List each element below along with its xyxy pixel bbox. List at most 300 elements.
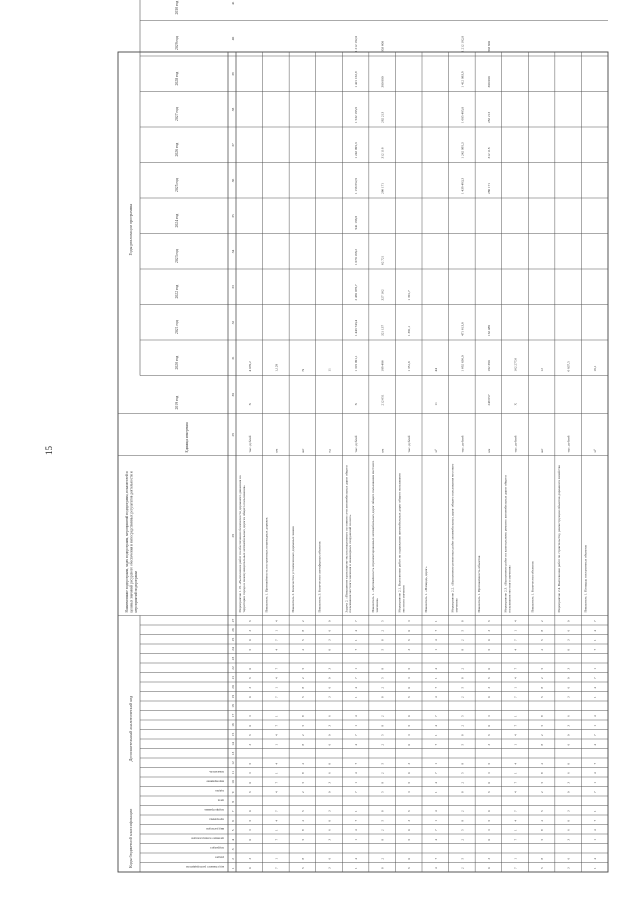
code-cell: 0 [486, 838, 491, 841]
code-cell: 5 [460, 829, 465, 831]
code-cell: 4 [513, 819, 518, 822]
code-cell: 3 [566, 667, 571, 670]
code-cell: 1 [513, 772, 518, 774]
code-cell: 7 [593, 620, 598, 622]
code-cell: 1 [354, 667, 359, 670]
col-number-14: 14 [231, 742, 235, 746]
row-name: Показатель 1. «Протяжённость отремонтированных автомобильных дорог общего пользования местногозначения» [370, 460, 379, 613]
code-cell: 4 [433, 724, 438, 727]
code-cell: 2 [380, 829, 385, 831]
row-year-value: 312 118 [380, 147, 385, 159]
code-cell: 3 [486, 857, 491, 860]
code-cell: 3 [327, 724, 332, 727]
code-cell: 4 [593, 857, 598, 860]
code-cell: 5 [380, 734, 385, 736]
code-cell: 6 [486, 819, 491, 822]
code-cell: 1 [354, 838, 359, 841]
code-cell: 0 [247, 867, 252, 869]
code-col-label-7: подпрограмма [204, 808, 224, 812]
code-cell: 2 [300, 677, 305, 679]
code-cell: 3 [327, 781, 332, 784]
code-cell: 2 [300, 762, 305, 765]
row-year-value: 182 380 [486, 360, 491, 372]
code-cell: 4 [274, 620, 279, 622]
code-cell: 5 [540, 696, 545, 698]
code-cell: 3 [247, 743, 252, 746]
code-cell: 7 [593, 734, 598, 736]
row-year-value: 1 412 083,9 [460, 71, 465, 88]
code-cell: 0 [407, 772, 412, 774]
code-cell: 1 [274, 715, 279, 717]
row-year-value: 189 486 [380, 360, 385, 372]
code-cell: 8 [300, 686, 305, 689]
code-cell: 8 [540, 629, 545, 632]
row-name: Показатель 1. Протяжённость объектов [477, 555, 482, 613]
code-cell: 3 [407, 762, 412, 765]
col-number-13: 13 [231, 751, 235, 756]
col-number-9: 9 [231, 791, 235, 794]
code-cell: 8 [300, 829, 305, 831]
col-number-6: 6 [231, 820, 235, 822]
row-base: Х [513, 403, 518, 406]
code-cell: 6 [566, 686, 571, 689]
code-cell: 2 [300, 791, 305, 793]
code-cell: 4 [354, 629, 359, 632]
code-cell: 1 [433, 819, 438, 822]
code-cell: 8 [460, 762, 465, 765]
col-number-30: 30 [231, 393, 235, 397]
code-cell: 8 [460, 648, 465, 651]
year-header-2: 2021 год [175, 320, 179, 334]
code-cell: 7 [513, 724, 518, 727]
code-cell: 5 [460, 715, 465, 717]
code-cell: 8 [540, 772, 545, 774]
row-unit: тыс. рублей [566, 435, 571, 453]
code-cell: 4 [513, 677, 518, 679]
code-cell: 7 [354, 677, 359, 679]
row-year-value: 1 070 168,2 [354, 248, 359, 265]
col-number-31: 31 [231, 356, 235, 360]
row-unit: шт [540, 448, 545, 453]
code-cell: 6 [247, 791, 252, 793]
year-header-5: 2024 год [175, 213, 179, 228]
code-cell: 6 [247, 677, 252, 679]
code-cell: 4 [433, 810, 438, 812]
row-base: 212 651 [380, 394, 385, 406]
code-cell: 4 [274, 734, 279, 736]
col-number-15: 15 [231, 732, 235, 737]
code-cell: 1 [593, 838, 598, 841]
row-year-value: 941 186,8 [354, 215, 359, 230]
row-year-value: 1 242 095,3 [354, 142, 359, 159]
col-number-10: 10 [231, 780, 235, 784]
code-cell: 6 [247, 819, 252, 822]
code-cell: 7 [513, 810, 518, 812]
code-cell: 8 [380, 867, 385, 869]
code-cell: 6 [566, 629, 571, 632]
code-cell: 1 [433, 648, 438, 651]
code-cell: 5 [540, 838, 545, 841]
code-cell: 5 [300, 867, 305, 869]
code-cell: 2 [380, 743, 385, 746]
code-col-label-8: цель [217, 798, 224, 803]
code-cell: 8 [380, 810, 385, 812]
codes-group-header: Коды бюджетной классификации [128, 808, 133, 868]
code-col-label-4: целевая статья расходов [191, 836, 224, 841]
year-header-7: 2026 год [175, 142, 179, 157]
year-header-8: 2027 год [175, 107, 179, 121]
code-cell: 0 [327, 620, 332, 622]
code-cell: 1 [513, 857, 518, 860]
code-cell: 7 [433, 772, 438, 774]
col-number-8: 8 [231, 801, 235, 803]
code-col-label-11: показатель [209, 770, 224, 774]
code-cell: 1 [513, 743, 518, 746]
row-year-value: 1 351,6 [407, 361, 412, 372]
base-year-header: 2019 год [175, 395, 179, 410]
code-cell: 2 [540, 620, 545, 622]
code-cell: 6 [486, 734, 491, 736]
col-number-12: 12 [231, 761, 235, 765]
row-year-value: 1 605 485,0 [460, 106, 465, 123]
table-body [118, 0, 608, 872]
year-header-9: 2028 год [175, 71, 179, 86]
code-cell: 6 [247, 620, 252, 622]
code-cell: 3 [407, 819, 412, 822]
code-cell: 6 [407, 696, 412, 698]
code-cell: 5 [460, 857, 465, 860]
code-cell: 7 [513, 838, 518, 841]
code-cell: 6 [247, 734, 252, 736]
col-number-11: 11 [231, 770, 235, 775]
code-cell: 5 [380, 620, 385, 622]
code-cell: 7 [593, 677, 598, 679]
code-cell: 7 [354, 648, 359, 651]
code-cell: 0 [566, 620, 571, 622]
code-cell: 5 [300, 838, 305, 841]
code-cell: 4 [593, 629, 598, 632]
code-cell: 3 [486, 629, 491, 632]
row-year-value: 44 [433, 368, 438, 372]
year-header-3: 2022 год [175, 284, 179, 299]
code-cell: 0 [407, 629, 412, 632]
code-cell: 3 [486, 743, 491, 746]
code-cell: 3 [327, 639, 332, 641]
code-cell: 6 [566, 715, 571, 717]
col-number-17: 17 [231, 713, 235, 718]
code-cell: 6 [486, 648, 491, 651]
code-cell: 4 [513, 648, 518, 651]
code-cell: 8 [300, 715, 305, 717]
code-cell: 7 [513, 867, 518, 869]
row-year-value: 1 532 185,9 [354, 106, 359, 123]
code-cell: 8 [460, 819, 465, 822]
code-cell: 4 [354, 686, 359, 689]
code-cell: 5 [380, 648, 385, 651]
code-cell: 7 [433, 629, 438, 632]
row-year-value: 16,1 [593, 365, 598, 372]
code-cell: 6 [486, 791, 491, 793]
code-cell: 6 [327, 715, 332, 717]
row-year-value: 286 171 [380, 182, 385, 194]
row-name: Задача 2. «Повышение транспортно-эксплуатационного состояния сети автомобильных дорог общегопользования местного значения и инженерных сооружений на них» [344, 465, 353, 613]
code-cell: 8 [460, 620, 465, 622]
code-cell: 0 [486, 696, 491, 698]
code-cell: 4 [513, 791, 518, 793]
code-cell: 6 [407, 639, 412, 641]
code-cell: 3 [327, 696, 332, 698]
code-cell: 4 [593, 715, 598, 717]
col-number-33: 33 [231, 285, 235, 289]
row-year-value: 1,128 [274, 363, 279, 372]
code-cell: 5 [300, 724, 305, 727]
code-cell: 7 [274, 667, 279, 670]
code-cell: 6 [327, 857, 332, 860]
code-cell: 7 [354, 620, 359, 622]
row-year-value: 1 212 182,0 [354, 35, 359, 52]
row-year-value: 162 277,6 [513, 357, 518, 372]
row-year-value: N [300, 369, 305, 372]
code-cell: 4 [433, 667, 438, 670]
code-cell: 6 [407, 667, 412, 670]
code-cell: 1 [513, 829, 518, 831]
code-cell: 5 [540, 810, 545, 812]
code-cell: 0 [247, 724, 252, 727]
code-cell: 2 [460, 867, 465, 869]
col-number-40: 40 [231, 36, 235, 41]
code-cell: 7 [593, 648, 598, 651]
code-cell: 3 [566, 867, 571, 869]
code-cell: 8 [300, 772, 305, 774]
code-cell: 7 [274, 810, 279, 812]
code-cell: 3 [327, 867, 332, 869]
code-cell: 1 [274, 772, 279, 774]
row-name: Мероприятие 2.2. «Выполнение ремонтных работ автомобильных дорог общего пользования местногозначения» [450, 463, 459, 613]
row-name: Показатель 2. Количество установленных дорожных знаков [291, 526, 296, 613]
code-cell: 2 [460, 667, 465, 670]
code-cell: 0 [566, 819, 571, 822]
row-unit: км [486, 448, 491, 453]
code-cell: 3 [486, 772, 491, 774]
row-unit: тыс. рублей [354, 435, 359, 453]
code-cell: 2 [460, 724, 465, 727]
code-cell: 8 [540, 686, 545, 689]
col-number-19: 19 [231, 694, 235, 699]
code-cell: 3 [327, 810, 332, 812]
row-year-value: 282 213 [380, 111, 385, 123]
code-cell: 3 [566, 810, 571, 812]
code-cell: 1 [433, 791, 438, 793]
code-cell: 3 [247, 857, 252, 860]
code-cell: 7 [274, 724, 279, 727]
code-cell: 1 [513, 629, 518, 632]
year-header-4: 2023 год [175, 249, 179, 263]
row-unit: тыс. рублей [513, 435, 518, 453]
col-number-3: 3 [231, 848, 235, 851]
code-cell: 4 [354, 772, 359, 774]
code-cell: 0 [566, 762, 571, 765]
code-cell: 6 [566, 857, 571, 860]
code-cell: 8 [380, 838, 385, 841]
row-year-value: 303 600 [380, 40, 385, 52]
code-cell: 1 [433, 762, 438, 765]
code-cell: 6 [407, 867, 412, 869]
year-header-11: 2030 год [175, 0, 179, 15]
code-cell: 2 [380, 686, 385, 689]
code-cell: 1 [593, 696, 598, 698]
col-number-20: 20 [231, 685, 235, 689]
row-unit: тыс. рублей [407, 435, 412, 453]
row-year-value: 1 692 636,0 [460, 355, 465, 372]
years-group-header: Годы реализации программы [128, 203, 133, 256]
row-unit: ед [327, 449, 332, 453]
row-year-value: 1 319 091,1 [354, 355, 359, 372]
code-cell: 6 [566, 829, 571, 831]
col-number-26: 26 [231, 628, 235, 632]
code-cell: 0 [247, 781, 252, 784]
code-cell: 5 [380, 791, 385, 793]
code-cell: 0 [566, 648, 571, 651]
col-number-35: 35 [231, 214, 235, 218]
code-cell: 7 [433, 686, 438, 689]
row-year-value: 300 000 [486, 76, 491, 88]
code-cell: 7 [433, 857, 438, 860]
code-cell: 3 [566, 838, 571, 841]
code-cell: 7 [274, 639, 279, 641]
code-cell: 5 [460, 629, 465, 632]
code-cell: 5 [540, 781, 545, 784]
code-cell: 6 [327, 686, 332, 689]
code-cell: 3 [566, 781, 571, 784]
code-cell: 3 [247, 829, 252, 831]
code-cell: 3 [407, 648, 412, 651]
code-cell: 8 [460, 677, 465, 679]
page-number: 15 [44, 446, 54, 455]
code-cell: 4 [433, 696, 438, 698]
code-cell: 5 [380, 677, 385, 679]
row-name: Показатель 1. Протяжённость построенных пешеходных дорожек [264, 517, 269, 613]
row-base: Х [247, 403, 252, 406]
code-cell: 0 [407, 743, 412, 746]
code-cell: 8 [380, 667, 385, 670]
code-cell: 2 [540, 762, 545, 765]
row-base: 11 [433, 402, 438, 406]
code-cell: 1 [593, 867, 598, 869]
row-name: Показатель 3. Количество светофорных объектов [317, 541, 322, 613]
code-cell: 1 [513, 686, 518, 689]
code-cell: 6 [327, 629, 332, 632]
year-header-1: 2020 год [175, 355, 179, 370]
col-number-37: 37 [231, 143, 235, 147]
code-cell: 4 [274, 648, 279, 651]
row-year-value: 1 443 743,4 [354, 319, 359, 336]
code-cell: 2 [540, 648, 545, 651]
name-column-header: Наименование подпрограмм, задач подпрограмм, мероприятий подпрограмм, показателей ицелевых значений ресурсного обеспечения и непосредственных результатов деятельности имероприятий подпрограмм [125, 471, 138, 613]
code-cell: 4 [354, 715, 359, 717]
code-cell: 5 [540, 724, 545, 727]
code-cell: 7 [274, 781, 279, 784]
col-number-28: 28 [231, 534, 235, 538]
code-cell: 6 [247, 648, 252, 651]
col-number-4: 4 [231, 839, 235, 841]
code-col-label-1: код главного распорядителя [186, 865, 224, 869]
row-year-value: 4 070,2 [247, 361, 252, 372]
code-cell: 2 [380, 772, 385, 774]
code-cell: 1 [354, 696, 359, 698]
code-cell: 4 [433, 838, 438, 841]
code-cell: 8 [380, 781, 385, 784]
row-year-value: 282 213 [486, 111, 491, 123]
row-name: Показатель 1. Количество объектов [530, 561, 535, 613]
code-cell: 7 [513, 639, 518, 641]
code-cell: 6 [247, 762, 252, 765]
year-header-10: 2029 год [175, 36, 179, 50]
code-cell: 0 [486, 810, 491, 812]
row-year-value: 12 [540, 368, 545, 372]
code-cell: 4 [513, 762, 518, 765]
row-year-value: 2 465 078,7 [354, 284, 359, 301]
code-cell: 4 [274, 762, 279, 765]
row-year-value: 62 721 [380, 255, 385, 265]
code-cell: 7 [593, 819, 598, 822]
row-unit: м² [433, 449, 438, 453]
code-cell: 0 [407, 715, 412, 717]
col-number-27: 27 [231, 618, 235, 623]
code-cell: 0 [407, 686, 412, 689]
row-name: Показатель 1. Площадь построенных объектов [583, 545, 588, 613]
code-cell: 0 [327, 648, 332, 651]
code-cell: 0 [327, 677, 332, 679]
code-cell: 3 [327, 838, 332, 841]
code-cell: 4 [274, 791, 279, 793]
row-unit: тыс. рублей [460, 435, 465, 453]
code-cell: 2 [540, 819, 545, 822]
code-cell: 3 [327, 667, 332, 670]
row-unit: шт [300, 448, 305, 453]
code-cell: 5 [300, 781, 305, 784]
row-unit: м² [593, 449, 598, 453]
col-number-41: 41 [231, 1, 235, 5]
code-cell: 1 [593, 667, 598, 670]
code-cell: 2 [300, 734, 305, 736]
code-cell: 6 [327, 829, 332, 831]
code-cell: 0 [486, 867, 491, 869]
code-col-label-10: мероприятие [206, 779, 224, 784]
code-cell: 3 [407, 677, 412, 679]
code-cell: 3 [247, 629, 252, 632]
code-cell: 7 [433, 743, 438, 746]
code-cell: 7 [593, 762, 598, 765]
code-cell: 8 [380, 724, 385, 727]
code-cell: 5 [300, 667, 305, 670]
code-cell: 5 [300, 639, 305, 641]
row-year-value: 1 212 182,0 [460, 35, 465, 52]
code-cell: 3 [566, 696, 571, 698]
code-cell: 2 [460, 696, 465, 698]
code-cell: 4 [593, 772, 598, 774]
code-cell: 7 [274, 838, 279, 841]
code-cell: 4 [593, 743, 598, 746]
year-header-6: 2025 год [175, 178, 179, 192]
row-year-value: 300 000 [380, 76, 385, 88]
code-col-label-2: раздел [215, 855, 224, 860]
row-year-value: 303 600 [486, 40, 491, 52]
row-year-value: 1 381,1 [407, 325, 412, 336]
code-cell: 6 [486, 620, 491, 622]
code-cell: 8 [540, 829, 545, 831]
code-cell: 8 [300, 743, 305, 746]
row-name: Показатель 1. «Площадь дорог» [424, 566, 428, 613]
